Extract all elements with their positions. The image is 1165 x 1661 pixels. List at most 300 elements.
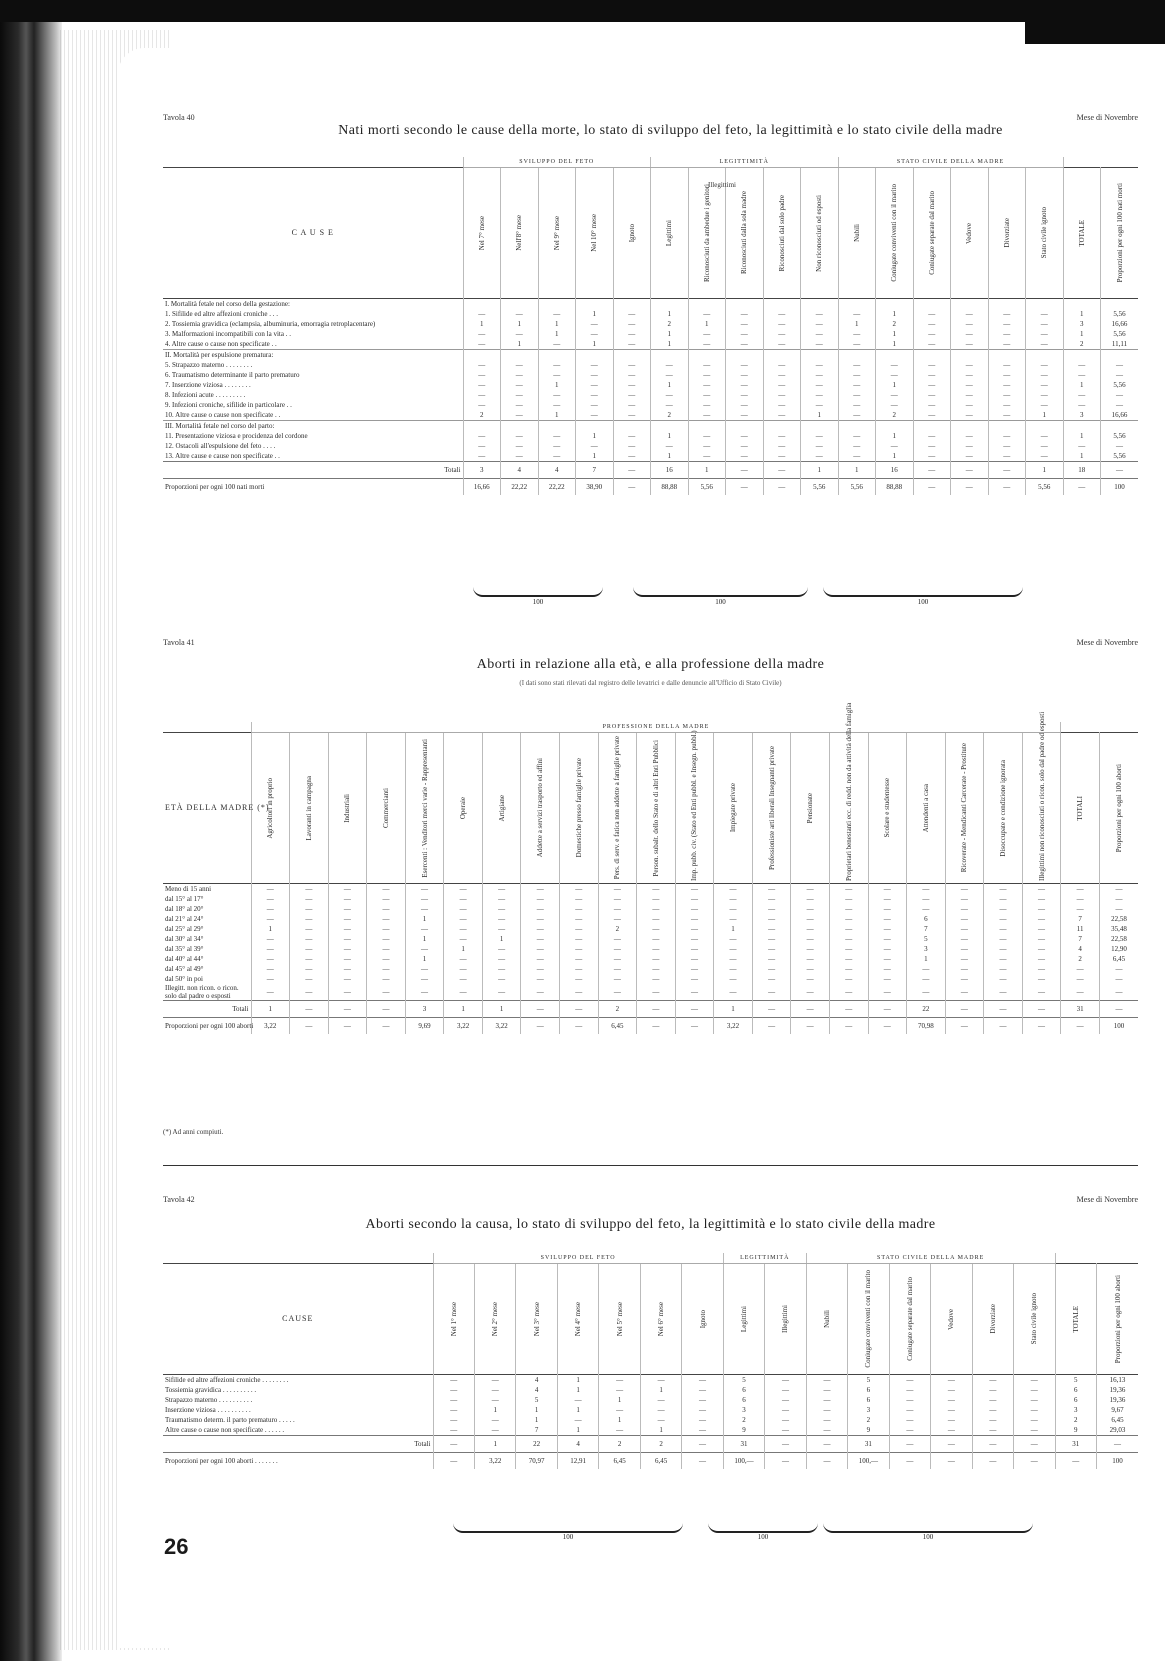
t40-cell: — bbox=[838, 400, 876, 410]
t40-cell: — bbox=[988, 309, 1026, 319]
t42-cell: — bbox=[557, 1395, 598, 1405]
t41-cell: — bbox=[637, 974, 676, 984]
t42-proportion-cell: — bbox=[682, 1453, 723, 1470]
table-42-brace-legittimita bbox=[708, 1523, 818, 1533]
t40-cell bbox=[763, 299, 801, 310]
t40-total-cell: 18 bbox=[1063, 462, 1101, 479]
t40-cell: — bbox=[988, 380, 1026, 390]
t40-cell: — bbox=[688, 339, 726, 350]
t41-cell: — bbox=[1099, 884, 1138, 895]
t41-proportion-cell: 3,22 bbox=[444, 1018, 483, 1035]
t41-cell: — bbox=[907, 964, 946, 974]
t41-row bbox=[163, 904, 1138, 914]
t40-col-header-text-6: Riconosciuti da ambedue i genitori bbox=[702, 184, 711, 282]
t42-total-cell: — bbox=[931, 1436, 972, 1453]
t40-cell: — bbox=[613, 309, 651, 319]
t41-proportion-cell: 9,69 bbox=[405, 1018, 444, 1035]
t41-col-header-text-11: Imp. pubb. civ. (Stato ed Enti pubbl. e Insegn. pubbl.) bbox=[690, 730, 699, 881]
t40-proportion-cell: 16,66 bbox=[463, 479, 501, 496]
t40-cell: 16,66 bbox=[1101, 410, 1139, 421]
table-42-brace-label-2: 100 bbox=[757, 1533, 769, 1541]
t41-cell: — bbox=[1099, 964, 1138, 974]
t42-cell: — bbox=[972, 1375, 1013, 1386]
t40-cell: — bbox=[876, 370, 914, 380]
t41-cell: — bbox=[367, 914, 406, 924]
t41-cell: 1 bbox=[251, 924, 290, 934]
t41-cell: — bbox=[675, 904, 714, 914]
t40-cell bbox=[1063, 421, 1101, 432]
t42-cell: 6 bbox=[723, 1395, 764, 1405]
table-41 bbox=[163, 702, 1138, 1034]
t42-cell: — bbox=[972, 1395, 1013, 1405]
t42-cell: 5 bbox=[848, 1375, 889, 1386]
t41-cell: — bbox=[714, 954, 753, 964]
t40-row bbox=[163, 390, 1138, 400]
t41-cell: — bbox=[444, 984, 483, 1001]
t41-cell: — bbox=[560, 924, 599, 934]
t42-cell: — bbox=[806, 1405, 847, 1415]
t41-cell: 7 bbox=[907, 924, 946, 934]
t40-cell: 1 bbox=[538, 410, 576, 421]
table-41-label: Tavola 41 bbox=[163, 638, 195, 647]
t41-row-label: Illegitt. non ricon. o ricon. solo dal padre o esposti bbox=[165, 984, 239, 1000]
t41-cell: — bbox=[637, 904, 676, 914]
t41-col-header-7 bbox=[521, 733, 560, 884]
t40-cell: — bbox=[1026, 441, 1064, 451]
t42-cell: 9 bbox=[848, 1425, 889, 1436]
t40-total-cell: 1 bbox=[1026, 462, 1064, 479]
t41-cell: — bbox=[829, 974, 868, 984]
book-binding-shadow bbox=[0, 22, 62, 1661]
t41-total-cell: — bbox=[791, 1001, 830, 1018]
t40-cell: — bbox=[613, 339, 651, 350]
t42-cell: 1 bbox=[640, 1385, 681, 1395]
t41-cell: 12,90 bbox=[1099, 944, 1138, 954]
t40-total-cell: 1 bbox=[838, 462, 876, 479]
t40-cell: — bbox=[613, 329, 651, 339]
t42-cell: 19,36 bbox=[1097, 1385, 1139, 1395]
t40-cell: — bbox=[463, 360, 501, 370]
t40-cell: — bbox=[1026, 370, 1064, 380]
t42-col-header-text-3: Nel 4° mese bbox=[574, 1301, 583, 1337]
t41-cell: — bbox=[482, 964, 521, 974]
t40-cell: — bbox=[763, 329, 801, 339]
t41-cell: — bbox=[791, 924, 830, 934]
t40-total-cell: — bbox=[951, 462, 989, 479]
t40-cell bbox=[801, 299, 839, 310]
t41-total-cell: 1 bbox=[482, 1001, 521, 1018]
t40-cell: 1 bbox=[1063, 380, 1101, 390]
t41-col-header-19 bbox=[984, 733, 1023, 884]
t40-proportion-cell: 5,56 bbox=[838, 479, 876, 496]
t42-cell: 1 bbox=[516, 1415, 557, 1425]
t40-cell: — bbox=[688, 309, 726, 319]
t42-total-cell: 2 bbox=[599, 1436, 640, 1453]
t41-cell: — bbox=[984, 944, 1023, 954]
t40-row-label: 1. Sifilide ed altre affezioni croniche . . . bbox=[165, 310, 278, 318]
t42-cell: — bbox=[599, 1375, 640, 1386]
t42-cell: — bbox=[1014, 1415, 1055, 1425]
t41-cell: — bbox=[560, 934, 599, 944]
t41-total-cell: 3 bbox=[405, 1001, 444, 1018]
t42-cell: 19,36 bbox=[1097, 1395, 1139, 1405]
t40-cell bbox=[538, 350, 576, 361]
t41-col-header-17 bbox=[907, 733, 946, 884]
t41-cell: — bbox=[637, 984, 676, 1001]
t41-row bbox=[163, 914, 1138, 924]
t40-cell: — bbox=[913, 451, 951, 462]
t40-cell: 5,56 bbox=[1101, 329, 1139, 339]
t41-col-header-text-14: Pensionate bbox=[806, 792, 815, 824]
t41-proportion-cell: — bbox=[637, 1018, 676, 1035]
t41-total-cell: — bbox=[829, 1001, 868, 1018]
t41-col-header-2 bbox=[328, 733, 367, 884]
t41-cell: — bbox=[907, 974, 946, 984]
t41-cell: 22,58 bbox=[1099, 914, 1138, 924]
t42-col-header-4 bbox=[599, 1264, 640, 1375]
t42-col-header-text-11: Coniugate separate dal marito bbox=[905, 1277, 914, 1361]
t41-cell: — bbox=[405, 894, 444, 904]
t42-cell: 6,45 bbox=[1097, 1415, 1139, 1425]
t40-cell: — bbox=[576, 380, 614, 390]
t40-cell: — bbox=[951, 339, 989, 350]
t40-cell: — bbox=[1101, 400, 1139, 410]
t41-cell: — bbox=[405, 884, 444, 895]
t40-cell: — bbox=[801, 390, 839, 400]
t40-row bbox=[163, 400, 1138, 410]
t40-cell bbox=[876, 299, 914, 310]
t42-total-cell: 1 bbox=[474, 1436, 515, 1453]
t41-cell: — bbox=[714, 934, 753, 944]
t42-proportion-cell: 6,45 bbox=[640, 1453, 681, 1470]
t41-col-header-text-6: Artigiane bbox=[497, 794, 506, 822]
t42-cell: 1 bbox=[557, 1375, 598, 1386]
t40-cell: — bbox=[801, 360, 839, 370]
t41-col-header-22 bbox=[1099, 733, 1138, 884]
t40-cell: — bbox=[801, 431, 839, 441]
t41-cell: — bbox=[675, 964, 714, 974]
t41-col-header-14 bbox=[791, 733, 830, 884]
t42-proportion-cell: 6,45 bbox=[599, 1453, 640, 1470]
t41-cell: — bbox=[675, 934, 714, 944]
t41-cell: — bbox=[367, 974, 406, 984]
t41-cell: — bbox=[714, 914, 753, 924]
t40-cell: 2 bbox=[1063, 339, 1101, 350]
t41-cell: — bbox=[521, 894, 560, 904]
t41-col-header-text-17: Attendenti a casa bbox=[921, 783, 930, 833]
t41-cell: — bbox=[829, 884, 868, 895]
t42-total-cell: — bbox=[889, 1436, 930, 1453]
t42-cell: 3 bbox=[848, 1405, 889, 1415]
t40-cell: — bbox=[463, 451, 501, 462]
t40-row-label: 9. Infezioni croniche, sifilide in particolare . . bbox=[165, 401, 292, 409]
t41-total-cell: 22 bbox=[907, 1001, 946, 1018]
t41-cell: — bbox=[1099, 974, 1138, 984]
t40-cell: 1 bbox=[501, 319, 539, 329]
t42-col-header-10 bbox=[848, 1264, 889, 1375]
t41-cell: — bbox=[1022, 904, 1061, 914]
t40-cell: 3 bbox=[1063, 319, 1101, 329]
t40-proportion-cell: 22,22 bbox=[538, 479, 576, 496]
t40-total-cell: 1 bbox=[688, 462, 726, 479]
t42-col-header-16 bbox=[1097, 1264, 1139, 1375]
t40-cell: — bbox=[913, 380, 951, 390]
t41-col-header-text-1: Lavoranti in campagna bbox=[304, 775, 313, 841]
t40-cell: — bbox=[613, 319, 651, 329]
t41-cell: — bbox=[598, 964, 637, 974]
t40-cell: — bbox=[463, 441, 501, 451]
t41-cell: — bbox=[868, 884, 907, 895]
t40-col-header-text-12: Coniugate separate dal marito bbox=[927, 191, 936, 275]
t40-col-header-1 bbox=[501, 168, 539, 299]
t41-cell: — bbox=[945, 964, 984, 974]
t40-total-cell: — bbox=[726, 462, 764, 479]
t40-cell: — bbox=[1063, 360, 1101, 370]
t41-col-header-12 bbox=[714, 733, 753, 884]
t40-total-cell: — bbox=[988, 462, 1026, 479]
t40-cell: — bbox=[913, 431, 951, 441]
t41-cell: — bbox=[752, 904, 791, 914]
t42-cell: 5 bbox=[516, 1395, 557, 1405]
t41-cell: — bbox=[521, 914, 560, 924]
t40-cell bbox=[1063, 350, 1101, 361]
t41-cell: — bbox=[1061, 964, 1100, 974]
t40-cell bbox=[576, 299, 614, 310]
t40-cell bbox=[763, 421, 801, 432]
t42-header-row bbox=[163, 1264, 1138, 1375]
t40-cell: — bbox=[763, 380, 801, 390]
t42-cell: 1 bbox=[474, 1405, 515, 1415]
t40-proportion-cell: 5,56 bbox=[801, 479, 839, 496]
t40-cell: — bbox=[463, 309, 501, 319]
t40-cell: — bbox=[501, 441, 539, 451]
t41-cell: — bbox=[482, 894, 521, 904]
t41-cell: — bbox=[328, 914, 367, 924]
t42-cell: — bbox=[682, 1385, 723, 1395]
t40-cell: 1 bbox=[576, 451, 614, 462]
t41-cell: 1 bbox=[405, 914, 444, 924]
t42-row bbox=[163, 1395, 1138, 1405]
t41-cell: — bbox=[290, 914, 329, 924]
t40-cell: — bbox=[613, 451, 651, 462]
t40-cell: — bbox=[763, 451, 801, 462]
t41-row-label: dal 21° al 24° bbox=[165, 915, 204, 923]
scanner-top-border bbox=[0, 0, 1165, 22]
t40-cell: — bbox=[501, 431, 539, 441]
t42-cell: — bbox=[433, 1375, 474, 1386]
t40-cell: — bbox=[913, 441, 951, 451]
t41-cell: — bbox=[752, 894, 791, 904]
t41-cell: — bbox=[598, 954, 637, 964]
t41-cell: — bbox=[405, 964, 444, 974]
t40-cell: — bbox=[613, 370, 651, 380]
t40-col-header-15 bbox=[1026, 168, 1064, 299]
t40-proportion-cell: 88,88 bbox=[876, 479, 914, 496]
t41-col-header-text-0: Agricoltori in proprio bbox=[266, 777, 275, 839]
scanner-corner-notch bbox=[1025, 0, 1165, 44]
t40-cell: — bbox=[913, 309, 951, 319]
t42-cell: 1 bbox=[516, 1405, 557, 1415]
t42-proportion-cell: — bbox=[1014, 1453, 1055, 1470]
table-40-brace-label-3: 100 bbox=[917, 598, 929, 606]
t40-cell: 2 bbox=[876, 410, 914, 421]
t42-proportion-cell: — bbox=[765, 1453, 806, 1470]
t41-cell: 35,48 bbox=[1099, 924, 1138, 934]
t42-proportion-cell: — bbox=[931, 1453, 972, 1470]
t41-cell: — bbox=[328, 964, 367, 974]
t40-cell: 1 bbox=[576, 339, 614, 350]
t41-cell: 1 bbox=[405, 934, 444, 944]
t40-cell: 5,56 bbox=[1101, 380, 1139, 390]
t42-cell: — bbox=[1014, 1425, 1055, 1436]
t41-cell: — bbox=[752, 964, 791, 974]
t40-cell: — bbox=[838, 390, 876, 400]
t42-cell: — bbox=[433, 1425, 474, 1436]
t40-cell: — bbox=[913, 360, 951, 370]
t40-cell: — bbox=[951, 410, 989, 421]
t42-cell: 2 bbox=[723, 1415, 764, 1425]
t40-cell: — bbox=[951, 329, 989, 339]
t40-cell: — bbox=[613, 441, 651, 451]
t41-proportion-cell: — bbox=[868, 1018, 907, 1035]
t41-total-cell: — bbox=[637, 1001, 676, 1018]
t40-row-label: 3. Malformazioni incompatibili con la vita . . bbox=[165, 330, 291, 338]
t40-cell: — bbox=[501, 410, 539, 421]
t40-cell: — bbox=[501, 309, 539, 319]
t42-cell: — bbox=[474, 1425, 515, 1436]
t41-cell: — bbox=[675, 944, 714, 954]
t40-cell: — bbox=[988, 400, 1026, 410]
t42-proportion-cell: 100 bbox=[1097, 1453, 1139, 1470]
t41-cell: — bbox=[444, 974, 483, 984]
t40-total-cell: 3 bbox=[463, 462, 501, 479]
t41-cell: — bbox=[405, 924, 444, 934]
t40-row-label: 5. Strapazzo materno . . . . . . . . bbox=[165, 361, 253, 369]
t42-cell: — bbox=[557, 1415, 598, 1425]
t42-col-header-6 bbox=[682, 1264, 723, 1375]
t40-cell bbox=[651, 350, 689, 361]
t41-col-header-text-21: TOTALI bbox=[1076, 795, 1085, 821]
t40-cell: — bbox=[951, 360, 989, 370]
section-divider bbox=[163, 1165, 1138, 1166]
t41-cell: — bbox=[675, 884, 714, 895]
t41-cell: — bbox=[637, 914, 676, 924]
t40-col-header-text-9: Non riconosciuti od esposti bbox=[815, 194, 824, 272]
t40-proportion-cell: — bbox=[613, 479, 651, 496]
t41-cell: — bbox=[1061, 974, 1100, 984]
t40-cell: — bbox=[538, 390, 576, 400]
table-40-brace-legittimita bbox=[633, 587, 808, 597]
t42-cell: 9 bbox=[1055, 1425, 1096, 1436]
t42-cell: — bbox=[640, 1415, 681, 1425]
t40-proportion-cell: — bbox=[988, 479, 1026, 496]
t41-cell: — bbox=[290, 934, 329, 944]
t41-cell: 7 bbox=[1061, 914, 1100, 924]
t42-total-cell: 22 bbox=[516, 1436, 557, 1453]
t40-proportion-cell: 22,22 bbox=[501, 479, 539, 496]
t40-cell: 5,56 bbox=[1101, 309, 1139, 319]
t40-cell: — bbox=[501, 360, 539, 370]
t41-cell: — bbox=[598, 934, 637, 944]
t41-cell: — bbox=[791, 894, 830, 904]
t40-cell: — bbox=[651, 390, 689, 400]
t40-row-label: 2. Tossiemia gravidica (eclampsia, albuminuria, emorragia retroplacentare) bbox=[165, 320, 376, 328]
table-42-brace-sviluppo bbox=[453, 1523, 683, 1533]
t41-proportion-cell: — bbox=[752, 1018, 791, 1035]
t40-cell: — bbox=[763, 309, 801, 319]
t40-cell: — bbox=[688, 380, 726, 390]
t41-cell: — bbox=[714, 894, 753, 904]
t40-cell: — bbox=[613, 390, 651, 400]
t40-cell: — bbox=[613, 410, 651, 421]
t41-col-header-text-5: Operaie bbox=[459, 796, 468, 820]
t40-cell bbox=[763, 350, 801, 361]
t40-total-cell: 4 bbox=[501, 462, 539, 479]
t42-total-cell: 31 bbox=[723, 1436, 764, 1453]
t41-cell: — bbox=[290, 884, 329, 895]
t40-cell: — bbox=[1026, 360, 1064, 370]
table-40-label: Tavola 40 bbox=[163, 113, 195, 122]
t41-row-label: dal 50° in poi bbox=[165, 975, 203, 983]
t42-col-header-text-13: Divorziate bbox=[988, 1304, 997, 1334]
t42-total-label: Totali bbox=[163, 1436, 433, 1453]
t40-cell bbox=[951, 299, 989, 310]
t40-cell: — bbox=[538, 441, 576, 451]
table-41-section bbox=[163, 634, 1138, 1154]
t40-cell bbox=[688, 350, 726, 361]
t40-cell: — bbox=[951, 451, 989, 462]
t40-cell bbox=[501, 350, 539, 361]
t41-col-header-text-8: Domestiche presso famiglie private bbox=[574, 758, 583, 858]
t41-total-cell: 1 bbox=[714, 1001, 753, 1018]
t40-cell: — bbox=[501, 390, 539, 400]
t42-cell: — bbox=[1014, 1385, 1055, 1395]
t41-cell: — bbox=[868, 904, 907, 914]
t42-total-cell: 4 bbox=[557, 1436, 598, 1453]
t42-total-cell: — bbox=[806, 1436, 847, 1453]
t42-row bbox=[163, 1385, 1138, 1395]
t40-cell: — bbox=[576, 360, 614, 370]
t40-row bbox=[163, 380, 1138, 390]
t40-cell: — bbox=[801, 441, 839, 451]
t40-cell: — bbox=[1101, 390, 1139, 400]
t42-proportion-label: Proporzioni per ogni 100 aborti . . . . . . . bbox=[163, 1453, 433, 1470]
t41-cell: — bbox=[1099, 984, 1138, 1001]
t41-cell: — bbox=[251, 984, 290, 1001]
t40-cell: — bbox=[1101, 370, 1139, 380]
t41-cell: — bbox=[1022, 914, 1061, 924]
t42-cell: — bbox=[682, 1375, 723, 1386]
t42-cell: — bbox=[806, 1425, 847, 1436]
t42-cell: 2 bbox=[848, 1415, 889, 1425]
t41-col-header-20 bbox=[1022, 711, 1061, 884]
t40-cell: — bbox=[463, 370, 501, 380]
t40-cell: — bbox=[1026, 431, 1064, 441]
t40-total-cell: — bbox=[913, 462, 951, 479]
t42-cell: 1 bbox=[557, 1425, 598, 1436]
t41-cell: — bbox=[714, 974, 753, 984]
t40-cell: 1 bbox=[1063, 309, 1101, 319]
t40-row bbox=[163, 299, 1138, 310]
t42-col-header-14 bbox=[1014, 1264, 1055, 1375]
t41-cell: — bbox=[290, 964, 329, 974]
t40-cell: — bbox=[876, 441, 914, 451]
t40-cell: 1 bbox=[1063, 451, 1101, 462]
t40-cell bbox=[538, 421, 576, 432]
t41-cell: — bbox=[598, 894, 637, 904]
t42-row-header: CAUSE bbox=[282, 1314, 314, 1323]
t41-total-cell: — bbox=[290, 1001, 329, 1018]
